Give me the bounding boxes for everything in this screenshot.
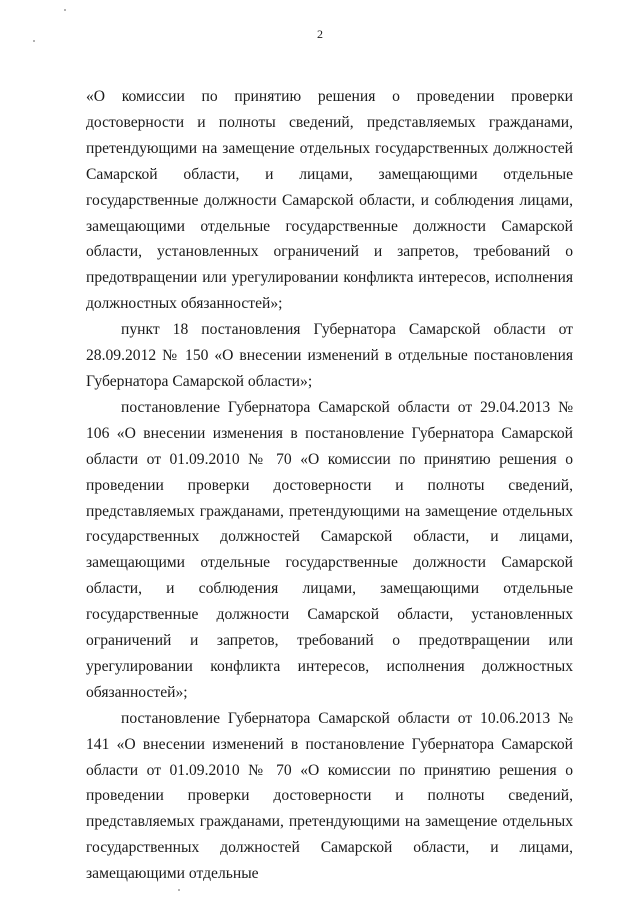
page-number: 2 [317,27,323,41]
scan-speck [64,9,66,11]
paragraph-item: пункт 18 постановления Губернатора Самарской области от 28.09.2012 № 150 «О внесении изменений в отдельные постановления Губернатора Самарской области»; [86,321,573,390]
paragraph-item: постановление Губернатора Самарской области от 10.06.2013 № 141 «О внесении изменений в постановление Губернатора Самарской области от 01.09.2010 № 70 «О комиссии по принятию решения о проведении проверки достоверности и полноты сведений, представляемых гражданами, претендующими на замещение отдельных государственных должностей Самарской области, и лицами, замещающими отдельные [86,709,573,883]
scan-speck [178,889,180,891]
paragraph-item: постановление Губернатора Самарской области от 29.04.2013 № 106 «О внесении изменения в постановление Губернатора Самарской области от 01.09.2010 № 70 «О комиссии по принятию решения о проведении проверки достоверности и полноты сведений, представляемых гражданами, претендующими на замещение отдельных государственных должностей Самарской области, и лицами, замещающими отдельные государственные должности Самарской области, и соблюдения лицами, замещающими отдельные государственные должности Самарской области, установленных ограничений и запретов, требований о предотвращении или урегулировании конфликта интересов, исполнения должностных обязанностей»; [86,398,573,701]
paragraph-continuation: «О комиссии по принятию решения о проведении проверки достоверности и полноты сведений, представляемых гражданами, претендующими на замещение отдельных государственных должностей Самарской области, и лицами, замещающими отдельные государственные должности Самарской области, и соблюдения лицами, замещающими отдельные государственные должности Самарской области, установленных ограничений и запретов, требований о предотвращении или урегулировании конфликта интересов, исполнения должностных обязанностей»; [86,88,573,313]
scan-speck [33,40,35,42]
document-body [86,84,573,887]
